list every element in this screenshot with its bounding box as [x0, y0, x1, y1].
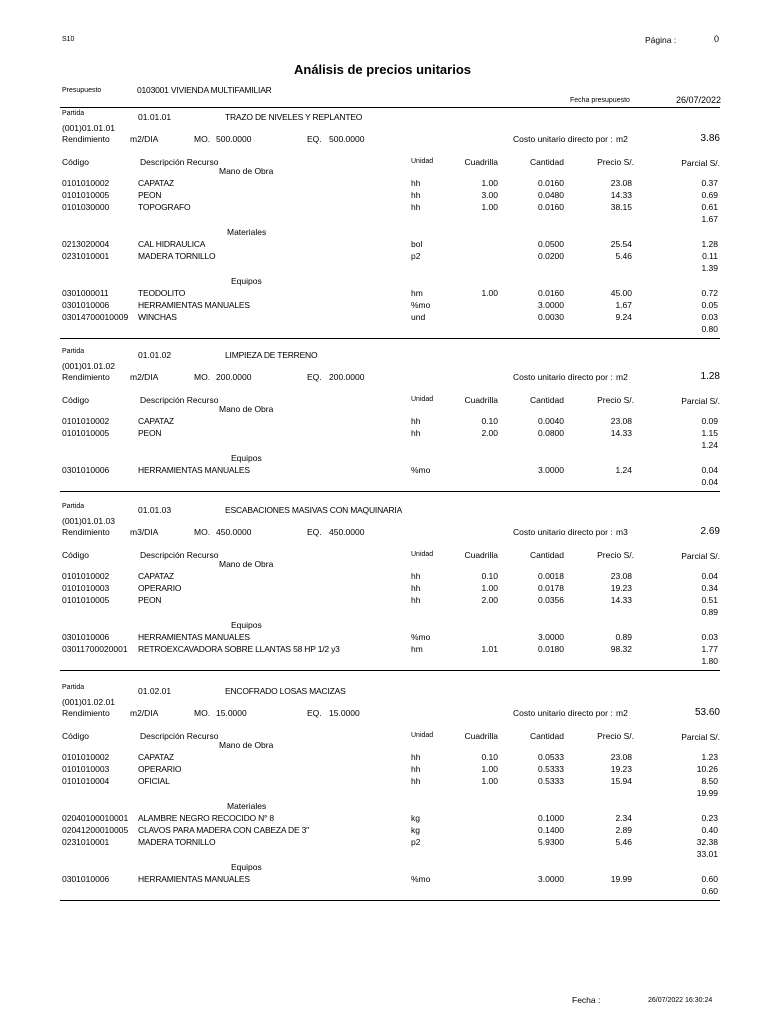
item-cantidad: 0.5333	[538, 776, 564, 786]
item-desc: PEON	[138, 428, 162, 438]
group-subtotal: 33.01	[696, 849, 718, 859]
item-code: 0101010002	[62, 178, 110, 188]
item-code: 0101010002	[62, 571, 110, 581]
col-cuadrilla: Cuadrilla	[464, 550, 498, 560]
col-unidad: Unidad	[411, 158, 434, 165]
group-title: Mano de Obra	[219, 740, 274, 750]
rendimiento-label: Rendimiento	[62, 134, 110, 144]
col-unidad: Unidad	[411, 551, 434, 558]
col-descripcion: Descripción Recurso	[140, 395, 219, 405]
mo-value: 15.0000	[216, 708, 247, 718]
eq-label: EQ.	[307, 708, 322, 718]
section-divider	[60, 900, 720, 901]
item-precio: 1.24	[615, 465, 632, 475]
group-title: Equipos	[231, 862, 262, 872]
item-unit: p2	[411, 837, 421, 847]
item-cantidad: 0.1400	[538, 825, 564, 835]
rendimiento-unit: m2/DIA	[130, 372, 159, 382]
col-cantidad: Cantidad	[529, 157, 564, 167]
footer-date-value: 26/07/2022 16:30:24	[648, 997, 713, 1004]
costo-value: 1.28	[700, 371, 720, 382]
report-code: S10	[62, 36, 75, 43]
item-parcial: 0.04	[701, 571, 718, 581]
item-unit: und	[411, 312, 426, 322]
item-cantidad: 0.0180	[538, 644, 564, 654]
item-precio: 2.89	[615, 825, 632, 835]
item-parcial: 1.23	[701, 752, 718, 762]
item-precio: 25.54	[610, 239, 632, 249]
group-subtotal: 1.80	[701, 656, 718, 666]
item-unit: hh	[411, 764, 421, 774]
group-title: Materiales	[227, 801, 267, 811]
item-desc: HERRAMIENTAS MANUALES	[138, 632, 250, 642]
item-code: 0101010005	[62, 595, 110, 605]
partida-ref: (001)01.01.02	[62, 361, 115, 371]
item-cantidad: 5.9300	[538, 837, 564, 847]
mo-label: MO.	[194, 372, 211, 382]
col-precio: Precio S/.	[597, 395, 634, 405]
item-desc: TOPOGRAFO	[138, 202, 191, 212]
item-precio: 5.46	[615, 251, 632, 261]
col-descripcion: Descripción Recurso	[140, 731, 219, 741]
col-unidad: Unidad	[411, 732, 434, 739]
item-unit: %mo	[411, 874, 431, 884]
item-code: 03014700010009	[62, 312, 129, 322]
item-cantidad: 3.0000	[538, 465, 564, 475]
eq-value: 15.0000	[329, 708, 360, 718]
costo-unit: m2	[616, 372, 628, 382]
item-precio: 23.08	[610, 752, 632, 762]
item-cuadrilla: 2.00	[481, 595, 498, 605]
item-parcial: 0.03	[701, 632, 718, 642]
item-desc: OFICIAL	[138, 776, 170, 786]
item-unit: hh	[411, 202, 421, 212]
item-precio: 38.15	[610, 202, 632, 212]
item-parcial: 0.60	[701, 874, 718, 884]
eq-value: 450.0000	[329, 527, 365, 537]
item-cantidad: 0.5333	[538, 764, 564, 774]
item-cuadrilla: 0.10	[481, 752, 498, 762]
item-code: 0101010002	[62, 752, 110, 762]
item-precio: 0.89	[615, 632, 632, 642]
item-cantidad: 0.0160	[538, 288, 564, 298]
item-cuadrilla: 1.00	[481, 288, 498, 298]
item-precio: 19.99	[610, 874, 632, 884]
item-code: 0101010005	[62, 428, 110, 438]
item-code: 0101010005	[62, 190, 110, 200]
col-cantidad: Cantidad	[529, 395, 564, 405]
item-cuadrilla: 0.10	[481, 416, 498, 426]
item-desc: HERRAMIENTAS MANUALES	[138, 300, 250, 310]
item-cantidad: 0.0178	[538, 583, 564, 593]
item-precio: 1.67	[615, 300, 632, 310]
budget-value: 0103001 VIVIENDA MULTIFAMILIAR	[137, 85, 272, 95]
eq-label: EQ.	[307, 372, 322, 382]
group-title: Equipos	[231, 276, 262, 286]
group-title: Mano de Obra	[219, 404, 274, 414]
item-cantidad: 0.0356	[538, 595, 564, 605]
item-parcial: 0.23	[701, 813, 718, 823]
group-title: Materiales	[227, 227, 267, 237]
item-precio: 19.23	[610, 583, 632, 593]
item-code: 02040100010001	[62, 813, 129, 823]
partida-code: 01.01.01	[138, 112, 172, 122]
item-precio: 19.23	[610, 764, 632, 774]
costo-label: Costo unitario directo por :	[513, 372, 613, 382]
item-code: 0231010001	[62, 837, 110, 847]
item-code: 0301000011	[62, 288, 109, 298]
item-cantidad: 0.1000	[538, 813, 564, 823]
item-unit: %mo	[411, 465, 431, 475]
partida-name: TRAZO DE NIVELES Y REPLANTEO	[225, 112, 363, 122]
partida-code: 01.02.01	[138, 686, 172, 696]
eq-label: EQ.	[307, 134, 322, 144]
item-unit: hh	[411, 583, 421, 593]
item-unit: hh	[411, 178, 421, 188]
budget-date: 26/07/2022	[676, 95, 722, 105]
item-parcial: 0.03	[701, 312, 718, 322]
item-desc: CLAVOS PARA MADERA CON CABEZA DE 3"	[138, 825, 309, 835]
group-subtotal: 1.67	[701, 214, 718, 224]
item-cantidad: 0.0480	[538, 190, 564, 200]
partida-label: Partida	[62, 348, 85, 355]
item-cuadrilla: 0.10	[481, 571, 498, 581]
item-desc: MADERA TORNILLO	[138, 251, 216, 261]
item-parcial: 0.05	[701, 300, 718, 310]
rendimiento-label: Rendimiento	[62, 372, 110, 382]
mo-label: MO.	[194, 527, 211, 537]
item-code: 0301010006	[62, 874, 110, 884]
item-unit: hh	[411, 752, 421, 762]
item-unit: hm	[411, 644, 423, 654]
item-desc: OPERARIO	[138, 764, 182, 774]
col-codigo: Código	[62, 731, 89, 741]
group-subtotal: 0.89	[701, 607, 718, 617]
costo-value: 53.60	[694, 707, 720, 718]
mo-value: 450.0000	[216, 527, 252, 537]
budget-date-label: Fecha presupuesto	[570, 97, 630, 104]
item-parcial: 0.69	[701, 190, 718, 200]
item-parcial: 8.50	[701, 776, 718, 786]
item-code: 0101010002	[62, 416, 110, 426]
item-cantidad: 3.0000	[538, 874, 564, 884]
item-code: 0301010006	[62, 300, 110, 310]
item-cuadrilla: 3.00	[481, 190, 498, 200]
costo-label: Costo unitario directo por :	[513, 708, 613, 718]
group-subtotal: 1.39	[701, 263, 718, 273]
item-cantidad: 0.0030	[538, 312, 564, 322]
item-precio: 14.33	[610, 428, 632, 438]
item-cuadrilla: 1.00	[481, 583, 498, 593]
costo-unit: m2	[616, 134, 628, 144]
item-desc: PEON	[138, 190, 162, 200]
item-parcial: 1.28	[701, 239, 718, 249]
group-title: Equipos	[231, 453, 262, 463]
group-title: Mano de Obra	[219, 166, 274, 176]
item-unit: hh	[411, 428, 421, 438]
item-cuadrilla: 1.00	[481, 776, 498, 786]
item-unit: bol	[411, 239, 423, 249]
col-cuadrilla: Cuadrilla	[464, 731, 498, 741]
item-code: 02041200010005	[62, 825, 129, 835]
header-divider	[60, 107, 720, 108]
item-code: 0101030000	[62, 202, 110, 212]
item-code: 0101010003	[62, 583, 110, 593]
item-unit: hh	[411, 571, 421, 581]
mo-value: 200.0000	[216, 372, 252, 382]
item-cantidad: 3.0000	[538, 300, 564, 310]
item-cuadrilla: 1.01	[481, 644, 498, 654]
rendimiento-label: Rendimiento	[62, 708, 110, 718]
item-unit: %mo	[411, 632, 431, 642]
partida-code: 01.01.02	[138, 350, 172, 360]
group-subtotal: 19.99	[696, 788, 718, 798]
costo-label: Costo unitario directo por :	[513, 134, 613, 144]
item-parcial: 1.77	[701, 644, 718, 654]
costo-value: 3.86	[700, 133, 720, 144]
item-cantidad: 0.0533	[538, 752, 564, 762]
item-parcial: 1.15	[701, 428, 718, 438]
item-code: 0231010001	[62, 251, 110, 261]
rendimiento-unit: m3/DIA	[130, 527, 159, 537]
section-divider	[60, 670, 720, 671]
item-desc: CAL HIDRAULICA	[138, 239, 206, 249]
item-cantidad: 0.0200	[538, 251, 564, 261]
group-subtotal: 1.24	[701, 440, 718, 450]
mo-label: MO.	[194, 134, 211, 144]
page-title: Análisis de precios unitarios	[294, 62, 471, 77]
item-cuadrilla: 1.00	[481, 202, 498, 212]
item-cantidad: 0.0040	[538, 416, 564, 426]
partida-name: ENCOFRADO LOSAS MACIZAS	[225, 686, 346, 696]
item-cuadrilla: 1.00	[481, 178, 498, 188]
group-title: Equipos	[231, 620, 262, 630]
item-precio: 98.32	[610, 644, 632, 654]
col-parcial: Parcial S/.	[681, 732, 720, 742]
group-subtotal: 0.60	[701, 886, 718, 896]
page-label: Página :	[645, 35, 677, 45]
item-code: 0301010006	[62, 632, 110, 642]
item-desc: PEON	[138, 595, 162, 605]
mo-value: 500.0000	[216, 134, 252, 144]
group-subtotal: 0.04	[701, 477, 718, 487]
costo-unit: m2	[616, 708, 628, 718]
item-cuadrilla: 2.00	[481, 428, 498, 438]
item-unit: hh	[411, 416, 421, 426]
col-descripcion: Descripción Recurso	[140, 157, 219, 167]
col-codigo: Código	[62, 550, 89, 560]
item-cantidad: 3.0000	[538, 632, 564, 642]
item-parcial: 0.40	[701, 825, 718, 835]
item-cantidad: 0.0160	[538, 178, 564, 188]
item-desc: RETROEXCAVADORA SOBRE LLANTAS 58 HP 1/2 y3	[138, 644, 340, 654]
item-unit: p2	[411, 251, 421, 261]
item-desc: CAPATAZ	[138, 178, 174, 188]
item-desc: OPERARIO	[138, 583, 182, 593]
item-parcial: 0.04	[701, 465, 718, 475]
partida-label: Partida	[62, 503, 85, 510]
item-code: 0101010003	[62, 764, 110, 774]
col-unidad: Unidad	[411, 396, 434, 403]
item-parcial: 0.51	[701, 595, 718, 605]
item-desc: ALAMBRE NEGRO RECOCIDO N° 8	[138, 813, 274, 823]
item-desc: HERRAMIENTAS MANUALES	[138, 465, 250, 475]
item-parcial: 0.37	[701, 178, 718, 188]
item-precio: 45.00	[610, 288, 632, 298]
mo-label: MO.	[194, 708, 211, 718]
group-subtotal: 0.80	[701, 324, 718, 334]
item-parcial: 0.34	[701, 583, 718, 593]
partida-label: Partida	[62, 110, 85, 117]
item-desc: HERRAMIENTAS MANUALES	[138, 874, 250, 884]
item-unit: kg	[411, 825, 420, 835]
partida-ref: (001)01.01.03	[62, 516, 115, 526]
col-cantidad: Cantidad	[529, 550, 564, 560]
col-cuadrilla: Cuadrilla	[464, 395, 498, 405]
item-unit: %mo	[411, 300, 431, 310]
budget-label: Presupuesto	[62, 87, 102, 94]
rendimiento-unit: m2/DIA	[130, 134, 159, 144]
section-divider	[60, 338, 720, 339]
rendimiento-label: Rendimiento	[62, 527, 110, 537]
item-desc: TEODOLITO	[138, 288, 186, 298]
item-precio: 14.33	[610, 595, 632, 605]
item-precio: 23.08	[610, 416, 632, 426]
eq-value: 500.0000	[329, 134, 365, 144]
item-parcial: 0.72	[701, 288, 718, 298]
item-cuadrilla: 1.00	[481, 764, 498, 774]
section-divider	[60, 491, 720, 492]
item-precio: 5.46	[615, 837, 632, 847]
partida-ref: (001)01.02.01	[62, 697, 115, 707]
item-unit: hm	[411, 288, 423, 298]
item-unit: hh	[411, 190, 421, 200]
col-codigo: Código	[62, 395, 89, 405]
item-cantidad: 0.0018	[538, 571, 564, 581]
item-parcial: 10.26	[696, 764, 718, 774]
eq-value: 200.0000	[329, 372, 365, 382]
col-precio: Precio S/.	[597, 731, 634, 741]
item-cantidad: 0.0800	[538, 428, 564, 438]
partida-name: LIMPIEZA DE TERRENO	[225, 350, 318, 360]
group-title: Mano de Obra	[219, 559, 274, 569]
col-cantidad: Cantidad	[529, 731, 564, 741]
partida-code: 01.01.03	[138, 505, 172, 515]
item-desc: MADERA TORNILLO	[138, 837, 216, 847]
costo-unit: m3	[616, 527, 628, 537]
item-precio: 15.94	[610, 776, 632, 786]
col-precio: Precio S/.	[597, 157, 634, 167]
item-parcial: 0.09	[701, 416, 718, 426]
item-code: 0301010006	[62, 465, 110, 475]
col-codigo: Código	[62, 157, 89, 167]
item-unit: hh	[411, 595, 421, 605]
costo-label: Costo unitario directo por :	[513, 527, 613, 537]
item-desc: CAPATAZ	[138, 752, 174, 762]
item-parcial: 32.38	[696, 837, 718, 847]
item-unit: hh	[411, 776, 421, 786]
col-precio: Precio S/.	[597, 550, 634, 560]
item-cantidad: 0.0160	[538, 202, 564, 212]
footer-date-label: Fecha :	[572, 995, 601, 1005]
costo-value: 2.69	[700, 526, 720, 537]
eq-label: EQ.	[307, 527, 322, 537]
item-precio: 14.33	[610, 190, 632, 200]
page-number: 0	[714, 34, 720, 44]
col-cuadrilla: Cuadrilla	[464, 157, 498, 167]
item-precio: 23.08	[610, 571, 632, 581]
item-parcial: 0.61	[701, 202, 718, 212]
partida-name: ESCABACIONES MASIVAS CON MAQUINARIA	[225, 505, 403, 515]
col-parcial: Parcial S/.	[681, 551, 720, 561]
col-descripcion: Descripción Recurso	[140, 550, 219, 560]
item-code: 0101010004	[62, 776, 110, 786]
item-unit: kg	[411, 813, 420, 823]
col-parcial: Parcial S/.	[681, 158, 720, 168]
item-precio: 2.34	[615, 813, 632, 823]
item-cantidad: 0.0500	[538, 239, 564, 249]
item-parcial: 0.11	[702, 251, 718, 261]
item-code: 0213020004	[62, 239, 110, 249]
item-desc: CAPATAZ	[138, 416, 174, 426]
item-precio: 9.24	[615, 312, 632, 322]
item-precio: 23.08	[610, 178, 632, 188]
rendimiento-unit: m2/DIA	[130, 708, 159, 718]
item-desc: CAPATAZ	[138, 571, 174, 581]
item-desc: WINCHAS	[138, 312, 177, 322]
item-code: 03011700020001	[62, 644, 128, 654]
col-parcial: Parcial S/.	[681, 396, 720, 406]
partida-label: Partida	[62, 684, 85, 691]
partida-ref: (001)01.01.01	[62, 123, 115, 133]
